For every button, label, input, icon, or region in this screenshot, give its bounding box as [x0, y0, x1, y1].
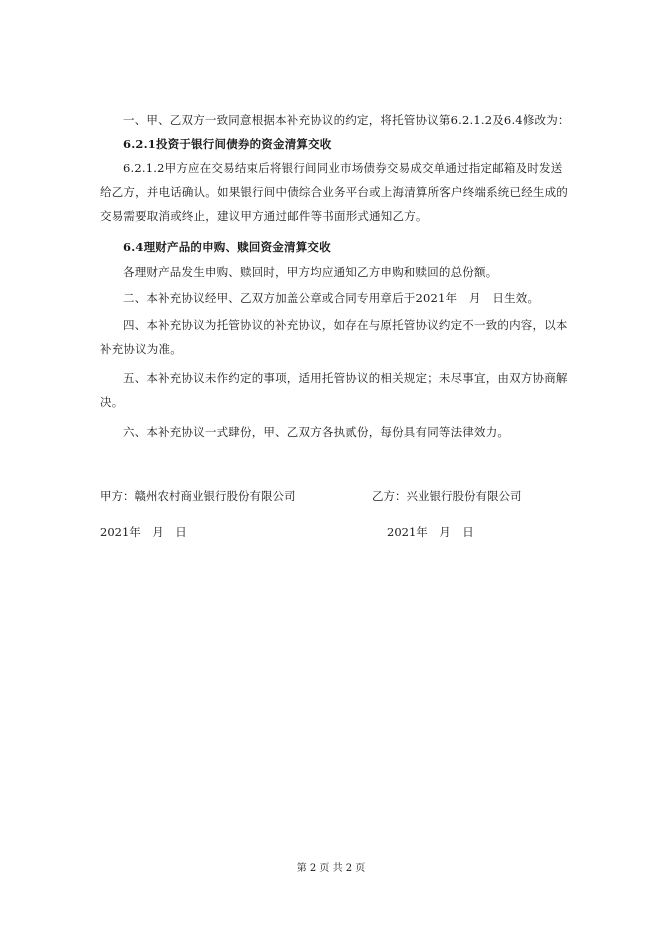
party-a-signature-line: 甲方：赣州农村商业银行股份有限公司 [100, 489, 296, 503]
party-b-date: 2021年 月 日 [387, 525, 474, 539]
clause-6-paragraph: 六、本补充协议一式肆份，甲、乙双方各执贰份，每份具有同等法律效力。 [123, 425, 510, 439]
party-a-date: 2021年 月 日 [100, 525, 187, 539]
clause-5-paragraph: 五、本补充协议未作约定的事项，适用托管协议的相关规定；未尽事宜，由双方协商解决。 [100, 371, 568, 409]
section-6-4-paragraph: 各理财产品发生申购、赎回时，甲方均应通知乙方申购和赎回的总份额。 [123, 265, 498, 279]
party-b-signature-line: 乙方：兴业银行股份有限公司 [372, 489, 522, 503]
section-heading-6-2-1: 6.2.1投资于银行间债券的资金清算交收 [123, 137, 332, 151]
clause-2-paragraph: 二、本补充协议经甲、乙双方加盖公章或合同专用章后于2021年 月 日生效。 [123, 291, 540, 305]
clause-4-paragraph: 四、本补充协议为托管协议的补充协议，如存在与原托管协议约定不一致的内容，以本补充协议为准。 [100, 318, 568, 356]
page-number-footer: 第 2 页 共 2 页 [296, 863, 366, 874]
clause-1-paragraph: 一、甲、乙双方一致同意根据本补充协议的约定，将托管协议第6.2.1.2及6.4修改为： [123, 113, 570, 127]
section-6-2-1-2-paragraph: 6.2.1.2甲方应在交易结束后将银行间同业市场债券交易成交单通过指定邮箱及时发送给乙方，并电话确认。如果银行间中债综合业务平台或上海清算所客户终端系统已经生成的交易需要取消或终止，建议甲方通过邮件等书面形式通知乙方。 [100, 161, 568, 223]
section-heading-6-4: 6.4理财产品的申购、赎回资金清算交收 [123, 240, 331, 254]
